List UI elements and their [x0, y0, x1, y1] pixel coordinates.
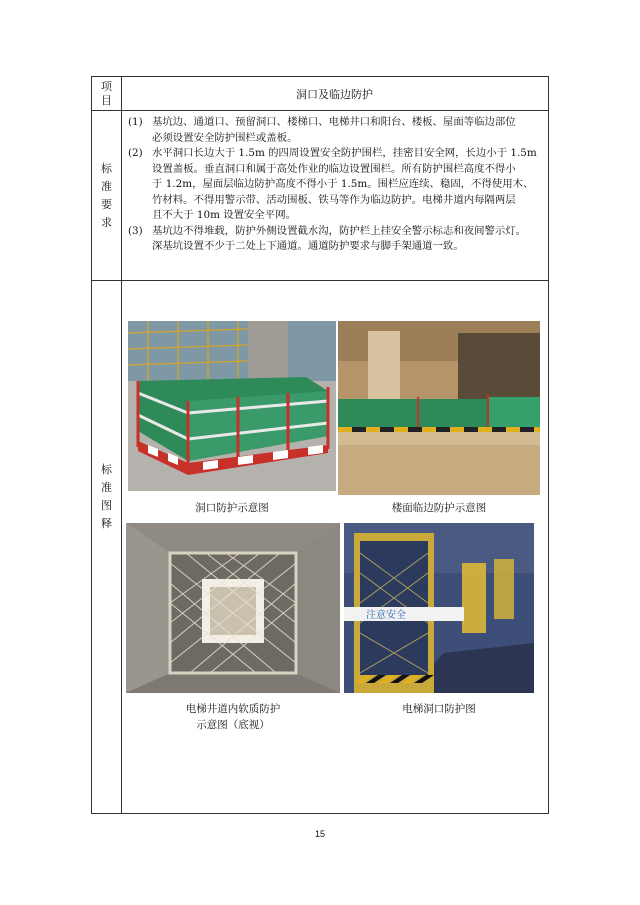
requirements-divider	[92, 280, 548, 281]
requirement-line: 竹材料。不得用警示带、活动围板、铁马等作为临边防护。电梯井道内每隔两层	[152, 193, 516, 206]
figure-caption-line: 电梯井道内软质防护	[185, 703, 281, 715]
requirements-label-char: 标	[101, 161, 112, 175]
figure-caption-line: 楼面临边防护示意图	[391, 502, 487, 514]
requirements-label-char: 要	[101, 197, 112, 211]
requirement-number: (2)	[128, 147, 143, 159]
figure-caption	[128, 500, 336, 516]
requirement-number: (1)	[128, 116, 143, 128]
figure-caption	[126, 701, 340, 733]
requirement-line: 水平洞口长边大于 1.5m 的四周设置安全防护围栏，挂密目安全网，长边小于 1.5m	[152, 147, 537, 159]
requirement-item	[128, 224, 540, 255]
requirements-list	[128, 115, 540, 255]
requirement-number: (3)	[128, 224, 143, 237]
requirement-line: 基坑边不得堆载，防护外侧设置截水沟，防护栏上挂安全警示标志和夜间警示灯。	[152, 224, 527, 237]
safety-sign-text: 注意安全	[366, 610, 406, 621]
requirement-line: 基坑边、通道口、预留洞口、楼梯口、电梯井口和阳台、楼板、屋面等临边部位	[152, 116, 516, 128]
requirement-line: 设置盖板。垂直洞口和属于高处作业的临边设置围栏。所有防护围栏高度不得小	[152, 162, 516, 175]
elevator-shaft-net-photo	[126, 523, 340, 693]
figures-label-char: 图	[101, 499, 112, 512]
requirements-label-char: 准	[101, 179, 112, 193]
elevator-opening-guard-photo	[344, 523, 534, 693]
header-label	[92, 77, 121, 110]
requirements-label	[92, 111, 121, 280]
requirement-line: 必须设置安全防护围栏或盖板。	[152, 131, 298, 144]
floor-edge-protection-photo	[338, 321, 540, 495]
requirement-line: 于 1.2m，屋面层临边防护高度不得小于 1.5m。围栏应连续、稳固，不得使用木、	[152, 178, 534, 190]
page-number: 15	[314, 829, 325, 839]
requirement-line: 且不大于 10m 设置安全平网。	[152, 209, 296, 221]
requirements-label-char: 求	[101, 215, 112, 229]
opening-protection-photo	[128, 321, 336, 491]
standard-table	[91, 76, 549, 814]
figures-label-char: 释	[101, 517, 112, 530]
requirement-line: 深基坑设置不少于二处上下通道。通道防护要求与脚手架通道一致。	[152, 240, 464, 252]
figures-label-char: 标	[101, 463, 112, 476]
figure-caption	[338, 500, 540, 516]
figures-label-char: 准	[101, 481, 112, 494]
figure-caption-line: 电梯洞口防护图	[402, 703, 476, 715]
header-divider	[92, 110, 548, 111]
header-label-char: 目	[101, 93, 112, 107]
requirement-item	[128, 146, 540, 224]
header-label-char: 项	[101, 79, 112, 93]
figure-caption	[344, 701, 534, 717]
figures-label	[92, 457, 121, 537]
figure-caption-line: 洞口防护示意图	[195, 502, 269, 514]
label-column-divider	[121, 77, 122, 813]
requirement-item	[128, 115, 540, 146]
section-title: 洞口及临边防护	[296, 87, 373, 101]
figure-caption-line: 示意图（底视）	[196, 719, 270, 731]
